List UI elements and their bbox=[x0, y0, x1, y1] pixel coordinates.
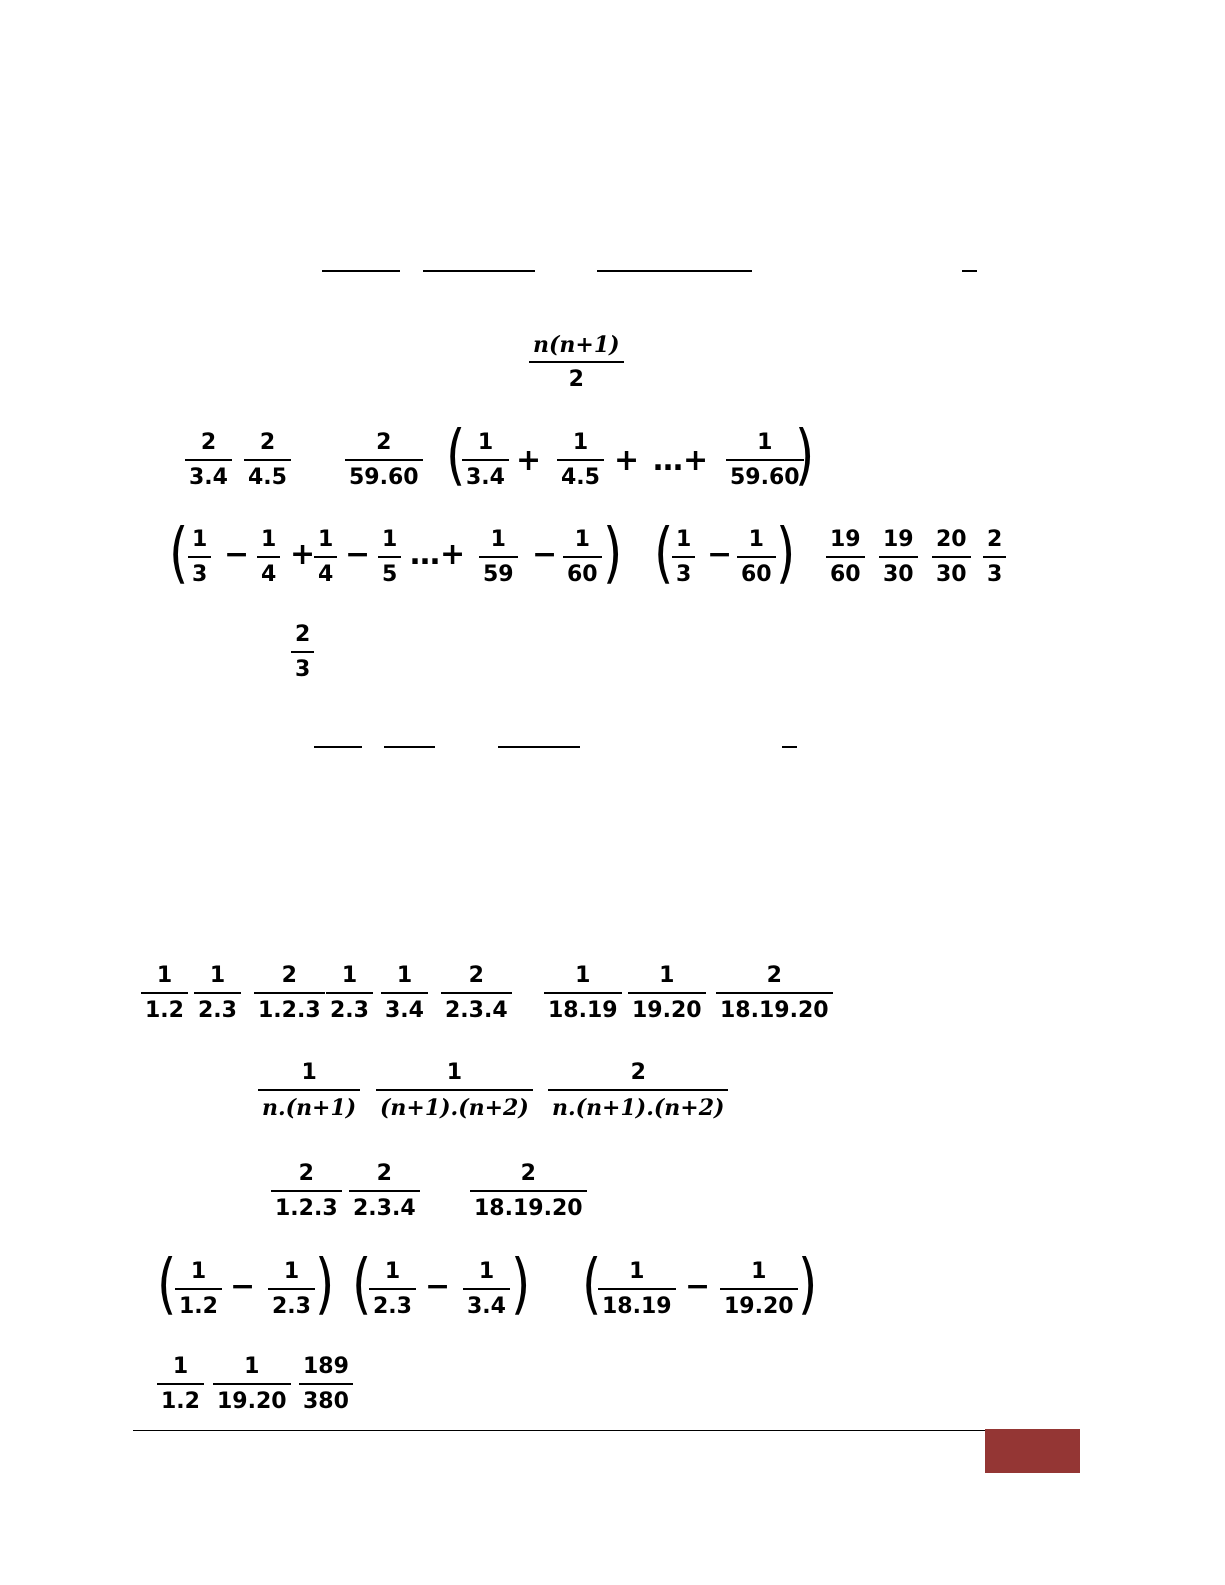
minus-operator: − bbox=[224, 537, 250, 572]
fraction bbox=[463, 1261, 510, 1318]
fraction-numerator: 1 bbox=[156, 963, 173, 988]
minus-operator: − bbox=[345, 537, 371, 572]
fraction-numerator: 1 bbox=[574, 527, 590, 552]
fraction bbox=[544, 965, 622, 1022]
fraction-numerator: 1 bbox=[384, 1259, 401, 1284]
fraction-numerator: 19 bbox=[830, 527, 861, 552]
fraction-denominator: 19.20 bbox=[217, 1389, 287, 1414]
fraction bbox=[726, 432, 804, 489]
fraction-denominator: 2.3.4 bbox=[353, 1196, 416, 1221]
fraction-numerator: 2 bbox=[376, 430, 392, 455]
fraction-numerator: 19 bbox=[883, 527, 914, 552]
fraction-denominator: 2.3 bbox=[373, 1294, 412, 1319]
fraction-denominator: 380 bbox=[303, 1389, 349, 1414]
left-parenthesis: ( bbox=[654, 514, 674, 591]
fraction bbox=[716, 965, 833, 1022]
fraction-numerator: 1 bbox=[341, 963, 358, 988]
equation-line-1-underline bbox=[962, 270, 977, 272]
equation-line-1-underline bbox=[322, 270, 400, 272]
fraction-denominator: 59.60 bbox=[349, 465, 419, 490]
fraction-numerator: 1 bbox=[261, 527, 277, 552]
fraction-numerator: 1 bbox=[477, 430, 494, 455]
minus-operator: − bbox=[532, 537, 558, 572]
fraction-numerator: 1 bbox=[676, 527, 692, 552]
fraction-denominator: 30 bbox=[936, 562, 967, 587]
right-parenthesis: ) bbox=[798, 1245, 818, 1322]
fraction-numerator: 1 bbox=[209, 963, 226, 988]
fraction bbox=[268, 1261, 315, 1318]
fraction-denominator: 3.4 bbox=[385, 998, 424, 1023]
general-term-fraction bbox=[258, 1062, 360, 1119]
equation-line-2-underline bbox=[314, 746, 362, 748]
fraction-denominator: 2.3 bbox=[272, 1294, 311, 1319]
fraction-numerator: 2 bbox=[987, 527, 1003, 552]
fraction bbox=[188, 529, 211, 586]
fraction-denominator: 3.4 bbox=[189, 465, 228, 490]
equation-line-2-underline bbox=[384, 746, 435, 748]
fraction bbox=[345, 432, 423, 489]
fraction-denominator: 4.5 bbox=[561, 465, 600, 490]
fraction bbox=[983, 529, 1006, 586]
fraction-denominator: 59 bbox=[483, 562, 514, 587]
fraction-numerator: 1 bbox=[172, 1354, 189, 1379]
fraction-denominator: 1.2 bbox=[161, 1389, 200, 1414]
fraction-numerator: 1 bbox=[446, 1060, 463, 1085]
fraction bbox=[369, 1261, 416, 1318]
fraction bbox=[826, 529, 865, 586]
fraction-denominator: 1.2.3 bbox=[275, 1196, 338, 1221]
fraction bbox=[254, 965, 325, 1022]
fraction-denominator: 60 bbox=[830, 562, 861, 587]
fraction-numerator: 2 bbox=[295, 622, 311, 647]
fraction-numerator: 2 bbox=[766, 963, 782, 988]
fraction-numerator: 1 bbox=[396, 963, 413, 988]
fraction bbox=[378, 529, 401, 586]
fraction-denominator: 4 bbox=[318, 562, 334, 587]
fraction-numerator: 1 bbox=[301, 1060, 317, 1085]
fraction-numerator: 189 bbox=[303, 1354, 349, 1379]
fraction-numerator: 1 bbox=[575, 963, 591, 988]
fraction bbox=[737, 529, 776, 586]
fraction-denominator: 2.3 bbox=[330, 998, 369, 1023]
minus-operator: − bbox=[685, 1269, 711, 1304]
fraction-denominator: 18.19 bbox=[602, 1294, 672, 1319]
fraction-numerator: 1 bbox=[490, 527, 506, 552]
fraction-denominator: 18.19.20 bbox=[474, 1196, 583, 1221]
fraction bbox=[462, 432, 509, 489]
left-parenthesis: ( bbox=[582, 1245, 602, 1322]
fraction-numerator: 1 bbox=[478, 1259, 495, 1284]
footer-rule bbox=[133, 1430, 985, 1431]
fraction-denominator: 2.3 bbox=[198, 998, 237, 1023]
fraction-denominator: 59.60 bbox=[730, 465, 800, 490]
left-parenthesis: ( bbox=[446, 416, 466, 493]
right-parenthesis: ) bbox=[315, 1245, 335, 1322]
fraction bbox=[879, 529, 918, 586]
page-number-box bbox=[985, 1429, 1080, 1473]
fraction-numerator: 1 bbox=[318, 527, 334, 552]
fraction-denominator: 3 bbox=[987, 562, 1003, 587]
sum-formula-fraction bbox=[529, 334, 624, 391]
fraction bbox=[598, 1261, 676, 1318]
ellipsis-plus-operator: …+ bbox=[653, 443, 709, 478]
minus-operator: − bbox=[707, 537, 733, 572]
fraction-numerator: 20 bbox=[936, 527, 967, 552]
fraction bbox=[194, 965, 241, 1022]
fraction-denominator: 18.19.20 bbox=[720, 998, 829, 1023]
plus-operator: + bbox=[516, 443, 542, 478]
fraction bbox=[672, 529, 695, 586]
fraction bbox=[257, 529, 280, 586]
fraction bbox=[185, 432, 232, 489]
equation-line-1-underline bbox=[423, 270, 535, 272]
fraction-numerator: 1 bbox=[190, 1259, 207, 1284]
right-parenthesis: ) bbox=[795, 416, 815, 493]
fraction bbox=[175, 1261, 222, 1318]
fraction-denominator: 5 bbox=[382, 562, 398, 587]
general-term-fraction bbox=[376, 1062, 533, 1119]
fraction bbox=[441, 965, 512, 1022]
answer-fraction bbox=[291, 624, 314, 681]
fraction-denominator: 60 bbox=[567, 562, 598, 587]
equation-line-2-underline bbox=[498, 746, 580, 748]
fraction-numerator: 1 bbox=[382, 527, 398, 552]
minus-operator: − bbox=[230, 1269, 256, 1304]
left-parenthesis: ( bbox=[169, 514, 189, 591]
fraction-denominator: 1.2 bbox=[145, 998, 184, 1023]
general-term-fraction bbox=[548, 1062, 728, 1119]
equation-line-2-underline bbox=[782, 746, 797, 748]
fraction bbox=[563, 529, 602, 586]
fraction-numerator: 2 bbox=[281, 963, 297, 988]
fraction-denominator: 3.4 bbox=[467, 1294, 506, 1319]
fraction-numerator: 1 bbox=[192, 527, 208, 552]
result-fraction bbox=[299, 1356, 353, 1413]
fraction bbox=[470, 1163, 587, 1220]
fraction-numerator: 1 bbox=[244, 1354, 260, 1379]
fraction-denominator: 60 bbox=[741, 562, 772, 587]
fraction-denominator: 3 bbox=[192, 562, 208, 587]
fraction bbox=[349, 1163, 420, 1220]
fraction-numerator: 2 bbox=[468, 963, 484, 988]
fraction-denominator: 19.20 bbox=[632, 998, 702, 1023]
fraction bbox=[141, 965, 188, 1022]
fraction bbox=[244, 432, 291, 489]
fraction-numerator: 2 bbox=[376, 1161, 392, 1186]
fraction-numerator: 1 bbox=[748, 527, 764, 552]
ellipsis-plus-operator: …+ bbox=[410, 537, 466, 572]
fraction-denominator: 2.3.4 bbox=[445, 998, 508, 1023]
fraction bbox=[720, 1261, 798, 1318]
fraction bbox=[271, 1163, 342, 1220]
fraction-numerator: 2 bbox=[520, 1161, 536, 1186]
fraction bbox=[932, 529, 971, 586]
fraction-denominator: 2 bbox=[568, 367, 584, 392]
fraction-denominator: 3.4 bbox=[466, 465, 505, 490]
left-parenthesis: ( bbox=[352, 1245, 372, 1322]
plus-operator: + bbox=[290, 537, 316, 572]
plus-operator: + bbox=[614, 443, 640, 478]
fraction-denominator: 18.19 bbox=[548, 998, 618, 1023]
fraction-denominator: 3 bbox=[676, 562, 692, 587]
fraction-numerator: 1 bbox=[751, 1259, 767, 1284]
right-parenthesis: ) bbox=[776, 514, 796, 591]
fraction-denominator: 1.2.3 bbox=[258, 998, 321, 1023]
fraction-denominator: 1.2 bbox=[179, 1294, 218, 1319]
right-parenthesis: ) bbox=[511, 1245, 531, 1322]
fraction-denominator: (n+1).(n+2) bbox=[380, 1095, 529, 1121]
fraction-denominator: 19.20 bbox=[724, 1294, 794, 1319]
fraction-denominator: 4.5 bbox=[248, 465, 287, 490]
fraction-denominator: n.(n+1).(n+2) bbox=[552, 1095, 725, 1121]
fraction-denominator: 4 bbox=[261, 562, 277, 587]
fraction bbox=[628, 965, 706, 1022]
right-parenthesis: ) bbox=[603, 514, 623, 591]
fraction-numerator: 2 bbox=[298, 1161, 314, 1186]
fraction-denominator: 30 bbox=[883, 562, 914, 587]
left-parenthesis: ( bbox=[157, 1245, 177, 1322]
fraction bbox=[557, 432, 604, 489]
minus-operator: − bbox=[425, 1269, 451, 1304]
fraction-numerator: 1 bbox=[283, 1259, 300, 1284]
fraction-numerator: 2 bbox=[630, 1060, 646, 1085]
fraction-numerator: 1 bbox=[757, 430, 773, 455]
fraction bbox=[381, 965, 428, 1022]
fraction bbox=[314, 529, 337, 586]
fraction-numerator: 2 bbox=[200, 430, 217, 455]
fraction-numerator: 1 bbox=[572, 430, 589, 455]
equation-line-1-underline bbox=[597, 270, 752, 272]
fraction-numerator: n(n+1) bbox=[533, 332, 620, 358]
fraction bbox=[157, 1356, 204, 1413]
fraction-numerator: 1 bbox=[659, 963, 675, 988]
fraction-denominator: n.(n+1) bbox=[262, 1095, 357, 1121]
fraction bbox=[326, 965, 373, 1022]
fraction-numerator: 1 bbox=[629, 1259, 645, 1284]
fraction-numerator: 2 bbox=[259, 430, 276, 455]
fraction-denominator: 3 bbox=[295, 657, 311, 682]
fraction bbox=[479, 529, 518, 586]
fraction bbox=[213, 1356, 291, 1413]
